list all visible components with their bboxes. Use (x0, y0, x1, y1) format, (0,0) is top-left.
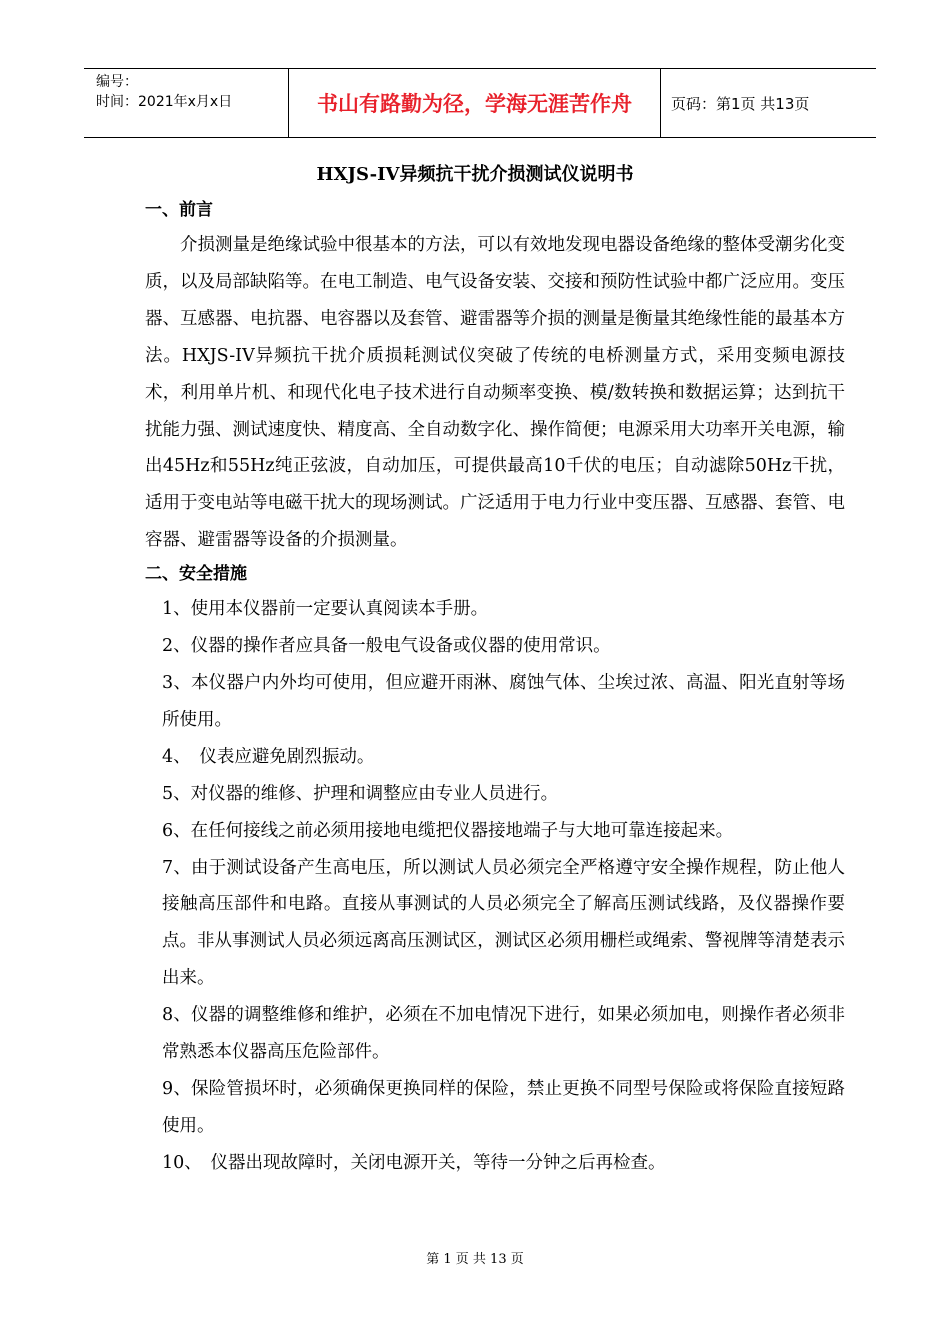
safety-item: 3、本仪器户内外均可使用，但应避开雨淋、腐蚀气体、尘埃过浓、高温、阳光直射等场所使用。 (162, 672, 845, 730)
safety-item: 8、仪器的调整维修和维护，必须在不加电情况下进行，如果必须加电，则操作者必须非常熟悉本仪器高压危险部件。 (162, 1005, 845, 1063)
safety-item: 2、仪器的操作者应具备一般电气设备或仪器的使用常识。 (162, 636, 611, 657)
motto-text: 书山有路勤为径，学海无涯苦作舟 (317, 92, 632, 116)
page-label: 页码：第1页 共13页 (671, 94, 810, 113)
safety-item: 5、对仪器的维修、护理和调整应由专业人员进行。 (162, 783, 559, 804)
header-page-cell (661, 69, 876, 137)
header-motto-cell (288, 69, 661, 137)
section-heading-safety: 二、安全措施 (145, 564, 247, 585)
safety-item: 7、由于测试设备产生高电压，所以测试人员必须完全严格遵守安全操作规程，防止他人接触高压部件和电路。直接从事测试的人员必须完全了解高压测试线路，及仪器操作要点。非从事测试人员必须远离高压测试区，测试区必须用栅栏或绳索、警视牌等清楚表示出来。 (162, 857, 845, 989)
safety-item: 4、 仪表应避免剧烈振动。 (162, 746, 375, 767)
document-body (145, 196, 845, 1182)
preface-paragraph: 介损测量是绝缘试验中很基本的方法，可以有效地发现电器设备绝缘的整体受潮劣化变质，以及局部缺陷等。在电工制造、电气设备安装、交接和预防性试验中都广泛应用。变压器、互感器、电抗器、电容器以及套管、避雷器等介损的测量是衡量其绝缘性能的最基本方法。HXJS-IV异频抗干扰介质损耗测试仪突破了传统的电桥测量方式，采用变频电源技术，利用单片机、和现代化电子技术进行自动频率变换、模/数转换和数据运算；达到抗干扰能力强、测试速度快、精度高、全自动数字化、操作简便；电源采用大功率开关电源，输出45Hz和55Hz纯正弦波，自动加压，可提供最高10千伏的电压；自动滤除50Hz干扰，适用于变电站等电磁干扰大的现场测试。广泛适用于电力行业中变压器、互感器、套管、电容器、避雷器等设备的介损测量。 (145, 235, 845, 551)
page-footer: 第 1 页 共 13 页 (426, 1252, 524, 1267)
code-label: 编号： (96, 74, 138, 90)
document-header (84, 68, 876, 138)
header-info-cell (84, 69, 288, 137)
safety-item: 9、保险管损坏时，必须确保更换同样的保险，禁止更换不同型号保险或将保险直接短路使用。 (162, 1078, 845, 1136)
safety-item: 10、 仪器出现故障时，关闭电源开关，等待一分钟之后再检查。 (162, 1152, 666, 1173)
section-heading-preface: 一、前言 (145, 200, 213, 220)
safety-item: 6、在任何接线之前必须用接地电缆把仪器接地端子与大地可靠连接起来。 (162, 820, 734, 841)
document-title: HXJS-IV异频抗干扰介损测试仪说明书 (316, 164, 634, 185)
safety-item: 1、使用本仪器前一定要认真阅读本手册。 (162, 599, 489, 620)
date-label: 时间：2021年x月x日 (96, 94, 233, 110)
